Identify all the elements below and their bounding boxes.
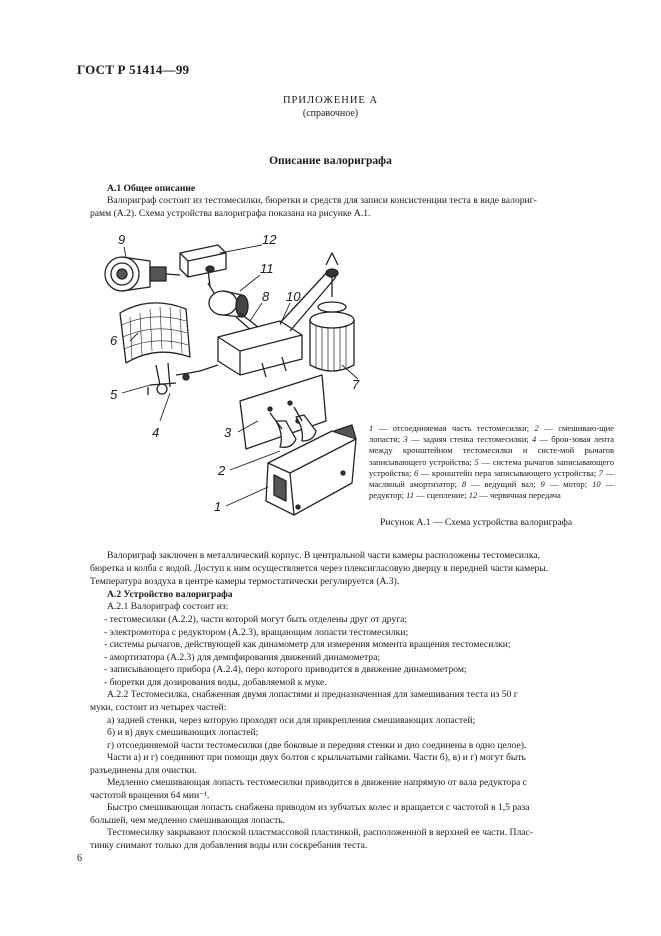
label-2: 2: [218, 463, 226, 478]
page-number: 6: [77, 853, 82, 864]
label-8: 8: [262, 289, 270, 304]
list-item: - записывающего прибора (А.2.4), перо которого приводится в движение динамометром;: [104, 664, 467, 675]
legend-text: — кронштейн пера записывающего устройства;: [418, 467, 599, 478]
standard-header: ГОСТ Р 51414—99: [77, 62, 190, 77]
legend-number: 8: [461, 479, 467, 490]
p1-line-1: Валориграф заключен в металлический корпус. В центральной части камеры расположены тестомесилка,: [107, 550, 541, 561]
legend-number: 6: [413, 467, 419, 478]
label-1: 1: [214, 499, 222, 514]
label-11: 11: [260, 261, 274, 276]
a1-line-2: рамм (А.2). Схема устройства валориграфа показана на рисунке А.1.: [90, 208, 371, 219]
label-10: 10: [286, 289, 301, 304]
legend-number: 12: [468, 490, 478, 501]
legend-text: — ведущий вал;: [466, 479, 541, 490]
a22-line: частотой вращения 64 мин⁻¹.: [90, 790, 210, 801]
a22-line: Части а) и г) соединяют при помощи двух болтов с крыльчатыми гайками. Части б), в) и г) могут быть: [107, 752, 526, 763]
list-item: - тестомесилки (А.2.2), части которой могут быть отделены друг от друга;: [104, 614, 408, 625]
a22-line: А.2.2 Тестомесилка, снабженная двумя лопастями и предназначенная для замешивания теста из 50 г: [107, 689, 518, 700]
list-item: - амортизатора (А.2.3) для демпфирования движений динамометра;: [104, 652, 381, 663]
legend-text: — брон-зовая лента между кронштейном тестомесилки и систе-мой рычагов записывающего устройства;: [369, 434, 614, 467]
a22-line: Быстро смешивающая лопасть снабжена приводом из зубчатых колес и вращается с частотой в 1,5 раза: [107, 802, 530, 813]
a22-line: а) задней стенки, через которую проходят оси для прикрепления смешивающих лопастей;: [107, 715, 476, 726]
legend-number: 4: [532, 434, 537, 445]
legend-text: — масляный амортизатор;: [369, 467, 614, 490]
appendix-title: ПРИЛОЖЕНИЕ А: [282, 95, 379, 106]
a1-line-1: Валориграф состоит из тестомесилки, бюретки и средств для записи консистенции теста в виде валориг-: [107, 195, 537, 206]
list-item: - электромотора с редуктором (А.2.3), вращающим лопасти тестомесилки;: [104, 627, 409, 638]
a22-line: тинку снимают только для добавления воды или соскребания теста.: [90, 840, 368, 851]
valorigraph-diagram: [90, 225, 380, 525]
legend-text: — редуктор;: [369, 479, 615, 501]
legend-text: — мотор;: [544, 479, 593, 490]
figure-legend: [369, 423, 614, 501]
a22-line: б) и в) двух смешивающих лопастей;: [107, 727, 259, 738]
a22-line: Тестомесилку закрывают плоской пластмассовой пластинкой, расположенной в верхней ее части. Плас-: [107, 827, 533, 838]
label-7: 7: [352, 377, 360, 392]
list-item: - системы рычагов, действующей как динамометр для измерения момента вращения тестомесилки;: [104, 639, 511, 650]
p1-line-3: Температура воздуха в центре камеры термостатически регулируется (А.3).: [90, 576, 400, 587]
appendix-subtitle: (справочное): [302, 108, 359, 119]
legend-number: 10: [592, 479, 601, 490]
legend-text: — червячная передача: [477, 490, 561, 501]
p1-line-2: бюретка и колба с водой. Доступ к ним осуществляется через плексигласовую дверцу в передней части камеры.: [90, 563, 549, 574]
label-9: 9: [118, 232, 126, 247]
legend-text: — отсоединяемая часть тестомесилки;: [373, 423, 535, 433]
legend-number: 11: [406, 490, 414, 501]
label-5: 5: [110, 387, 118, 402]
a22-line: большей, чем медленно смешивающая лопасть.: [90, 815, 286, 826]
a21-intro: А.2.1 Валориграф состоит из:: [107, 601, 229, 612]
legend-number: 1: [369, 423, 374, 433]
label-3: 3: [224, 425, 232, 440]
figure-caption: Рисунок А.1 — Схема устройства валориграфа: [380, 517, 573, 528]
label-4: 4: [152, 425, 160, 440]
legend-text: — сцепление;: [413, 490, 469, 501]
legend-text: — задняя стенка тестомесилки;: [407, 434, 532, 445]
label-12: 12: [262, 232, 277, 247]
legend-text: — система рычагов записывающего устройства;: [369, 456, 614, 478]
legend-number: 5: [474, 456, 479, 467]
a22-line: разъединены для очистки.: [90, 765, 197, 776]
legend-text: — смешиваю-щие лопасти;: [369, 423, 614, 445]
a22-line: г) отсоединяемой части тестомесилки (две боковые и передняя стенки и дно соединены в одно целое).: [107, 740, 527, 751]
section-title: Описание валориграфа: [269, 155, 392, 167]
list-item: - бюретки для дозирования воды, добавляемой к муке.: [104, 677, 327, 688]
label-6: 6: [110, 333, 118, 348]
a22-line: муки, состоит из четырех частей:: [90, 702, 227, 713]
legend-number: 2: [534, 423, 539, 433]
a22-line: Медленно смешивающая лопасть тестомесилки приводится в движение напрямую от вала редуктора с: [107, 777, 527, 788]
a1-heading: А.1 Общее описание: [107, 183, 196, 194]
legend-number: 3: [403, 434, 408, 445]
legend-number: 9: [540, 479, 545, 490]
a2-heading: А.2 Устройство валориграфа: [107, 589, 233, 600]
legend-number: 7: [598, 467, 603, 478]
